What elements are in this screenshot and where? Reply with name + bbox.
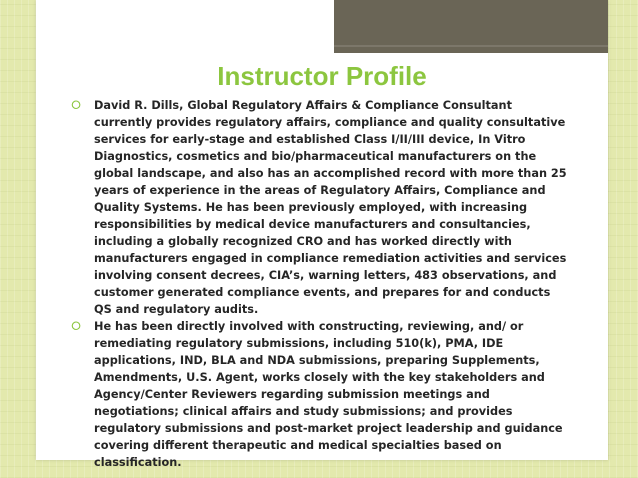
bullet-text-submissions: He has been directly involved with constructing, reviewing, and/ or remediating regulatory submissions, including 510(k), PMA, IDE applications, IND, BLA and NDA submissions, preparing Supplements, Amendments, U.S. Agent, works closely with the key stakeholders and Agency/Center Reviewers regarding submission meetings and negotiations; clinical affairs and study submissions; and provides regulatory submissions and post-market project leadership and guidance covering different therapeutic and medical specialties based on classification. — [94, 320, 563, 469]
bullet-list — [68, 97, 568, 471]
header-accent-block — [331, 0, 608, 53]
bullet-text-bio: David R. Dills, Global Regulatory Affairs & Compliance Consultant currently provides regulatory affairs, compliance and quality consultative services for early-stage and established Class I/II/III device, In Vitro Diagnostics, cosmetics and bio/pharmaceutical manufacturers on the global landscape, and also has an accomplished record with more than 25 years of experience in the areas of Regulatory Affairs, Compliance and Quality Systems. He has been previously employed, with increasing responsibilities by medical device manufacturers and consultancies, including a globally recognized CRO and has worked directly with manufacturers engaged in compliance remediation activities and services involving consent decrees, CIA’s, warning letters, 483 observations, and customer generated compliance events, and prepares for and conducts QS and regulatory audits. — [94, 99, 567, 316]
accent-block-line — [334, 45, 608, 47]
ring-bullet-icon: ⭘ — [71, 319, 81, 333]
bullet-item-bio — [68, 97, 568, 318]
slide-title: Instructor Profile — [217, 61, 427, 91]
bullet-item-submissions — [68, 318, 568, 471]
ring-bullet-icon: ⭘ — [71, 98, 81, 112]
